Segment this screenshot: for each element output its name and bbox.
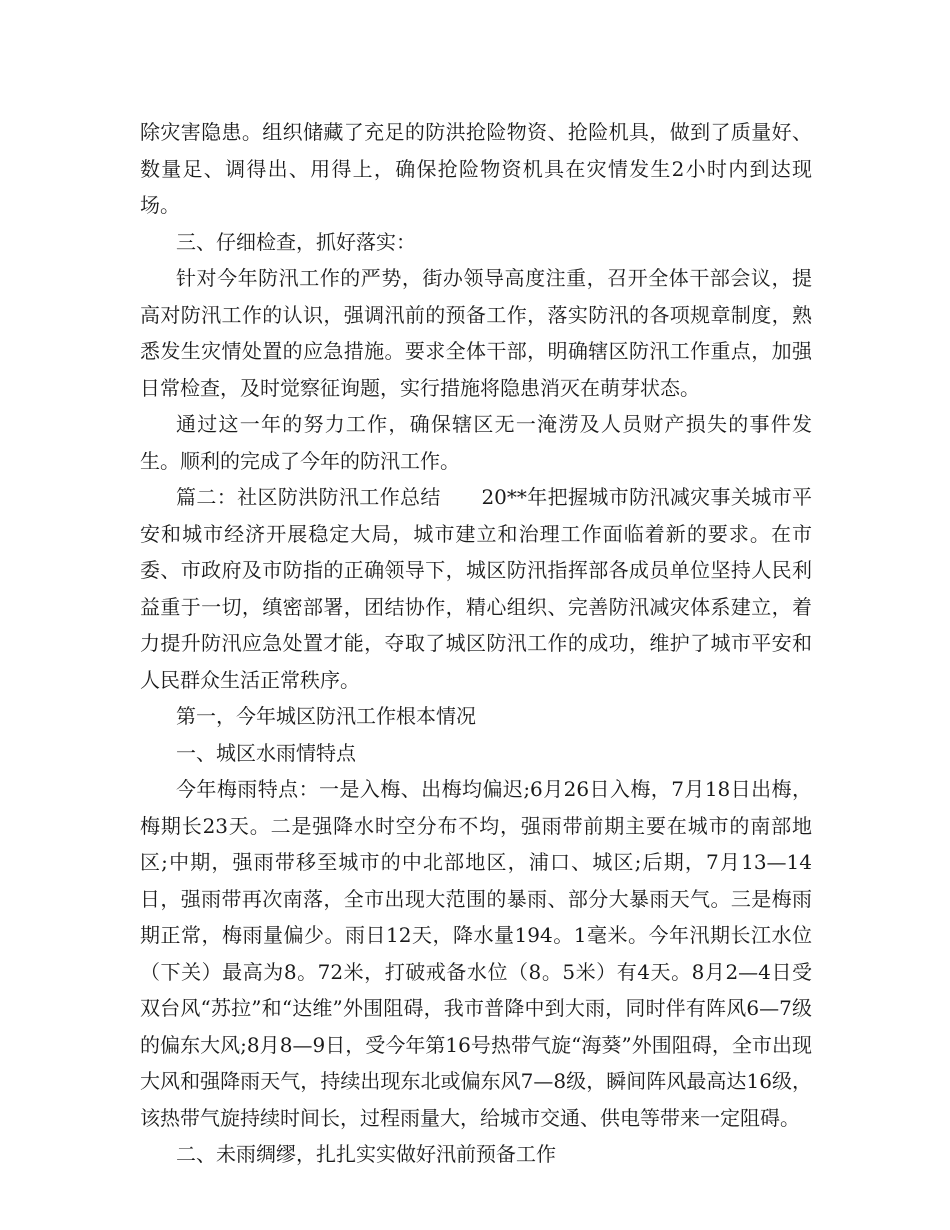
paragraph: 针对今年防汛工作的严势，街办领导高度注重，召开全体干部会议，提高对防汛工作的认识，强调汛前的预备工作，落实防汛的各项规章制度，熟悉发生灾情处置的应急措施。要求全体干部，明确辖区防汛工作重点，加强日常检查，及时觉察征询题，实行措施将隐患消灭在萌芽状态。 <box>140 266 812 400</box>
paragraph: 今年梅雨特点：一是入梅、出梅均偏迟;6月26日入梅，7月18日出梅，梅期长23天。二是强降水时空分布不均，强雨带前期主要在城市的南部地区;中期，强雨带移至城市的中北部地区，浦口、城区;后期，7月13—14日，强雨带再次南落，全市出现大范围的暴雨、部分大暴雨天气。三是梅雨期正常，梅雨量偏少。雨日12天，降水量194。1毫米。今年汛期长江水位（下关）最高为8。72米，打破戒备水位（8。5米）有4天。8月2—4日受双台风“苏拉”和“达维”外围阻碍，我市普降中到大雨，同时伴有阵风6—7级的偏东大风;8月8—9日，受今年第16号热带气旋“海葵”外围阻碍，全市出现大风和强降雨天气，持续出现东北或偏东风7—8级，瞬间阵风最高达16级，该热带气旋持续时间长，过程雨量大，给城市交通、供电等带来一定阻碍。 <box>140 777 812 1130</box>
paragraph: 除灾害隐患。组织储藏了充足的防洪抢险物资、抢险机具，做到了质量好、数量足、调得出、用得上，确保抢险物资机具在灾情发生2小时内到达现场。 <box>140 120 812 217</box>
document-body <box>140 114 812 1173</box>
section-heading: 一、城区水雨情特点 <box>176 740 356 765</box>
section-heading: 第一，今年城区防汛工作根本情况 <box>176 704 476 728</box>
section-heading: 三、仔细检查，抓好落实： <box>176 229 416 254</box>
paragraph: 篇二：社区防洪防汛工作总结 20**年把握城市防汛减灾事关城市平安和城市经济开展稳定大局，城市建立和治理工作面临着新的要求。在市委、市政府及市防指的正确领导下，城区防汛指挥部各成员单位坚持人民利益重于一切，缜密部署，团结协作，精心组织、完善防汛减灾体系建立，着力提升防汛应急处置才能，夺取了城区防汛工作的成功，维护了城市平安和人民群众生活正常秩序。 <box>140 485 812 692</box>
paragraph: 通过这一年的努力工作，确保辖区无一淹涝及人员财产损失的事件发生。顺利的完成了今年的防汛工作。 <box>140 412 812 473</box>
section-heading: 二、未雨绸缪，扎扎实实做好汛前预备工作 <box>176 1142 556 1166</box>
